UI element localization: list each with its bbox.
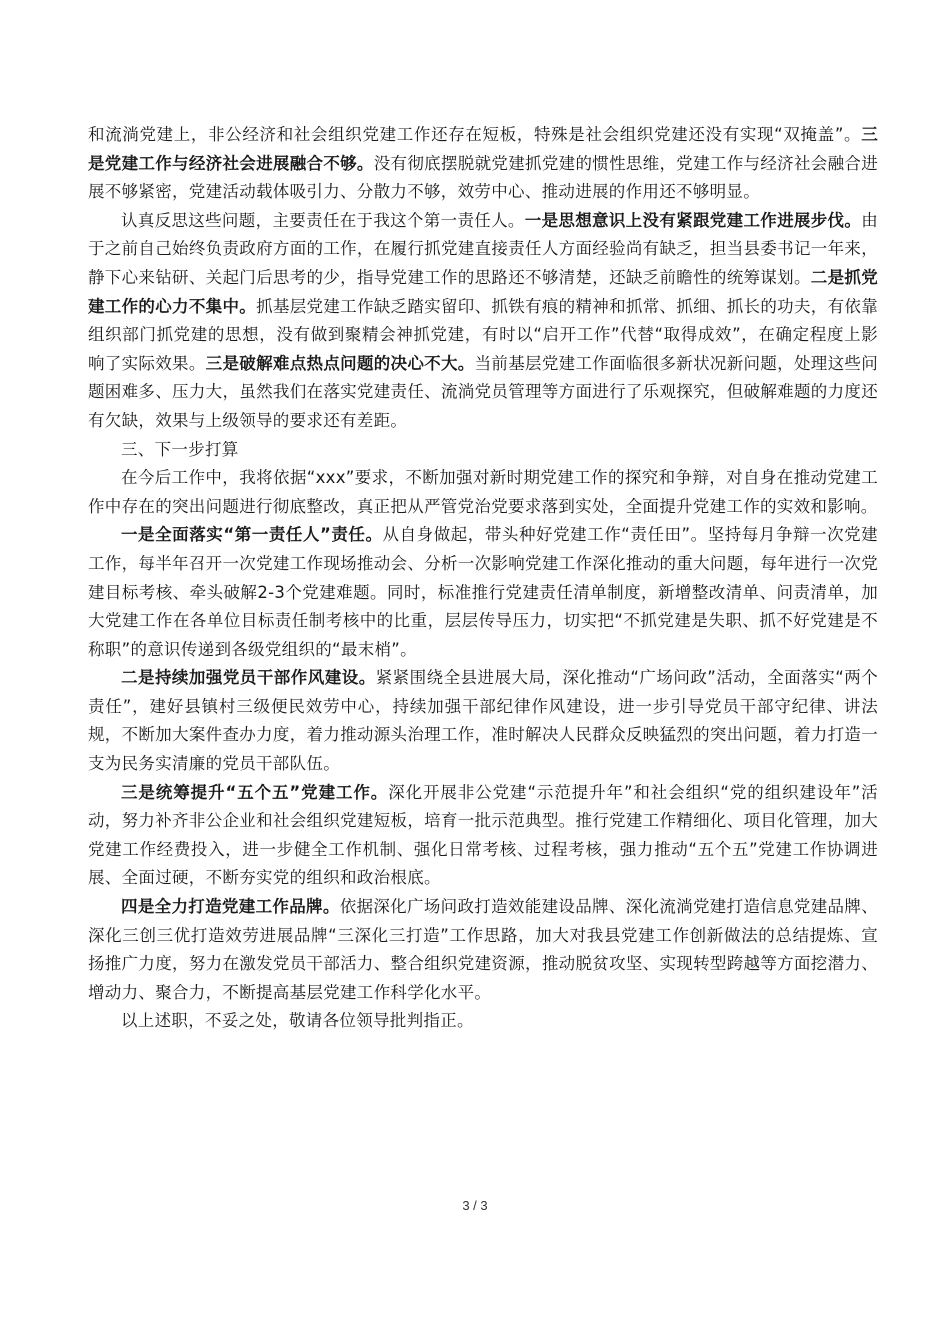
paragraph [88, 779, 878, 893]
text-run: 抓基层党建工作缺乏踏实留印、抓铁有痕的精神和抓常、抓细、抓长的功夫，有依靠组织部门抓党建的思想，没有做到聚精会神抓党建，有时以“启开工作”代替“取得成效”，在确定程度上影响了实际效果。 [88, 296, 878, 373]
paragraph [88, 1007, 878, 1036]
paragraph [88, 464, 878, 521]
bold-heading-run: 三是破解难点热点问题的决心不大。 [205, 353, 475, 373]
paragraph [88, 121, 878, 207]
text-run: 深化开展非公党建“示范提升年”和社会组织“党的组织建设年”活动，努力补齐非公企业和社会组织党建短板，培育一批示范典型。推行党建工作精细化、项目化管理，加大党建工作经费投入，进一步健全工作机制、强化日常考核、过程考核，强力推动“五个五”党建工作协调进展、全面过硬，不断夯实党的组织和政治根底。 [88, 782, 878, 888]
document-body [88, 121, 878, 1036]
bold-heading-run: 三是党建工作与经济社会进展融合不够。 [88, 125, 878, 173]
page-number: 3 / 3 [462, 1198, 488, 1213]
paragraph [88, 436, 878, 465]
bold-heading-run: 二是持续加强党员干部作风建设。 [121, 668, 376, 688]
text-run: 三、下一步打算 [121, 439, 239, 459]
paragraph [88, 893, 878, 1007]
paragraph [88, 521, 878, 664]
text-run: 由于之前自己始终负责政府方面的工作，在履行抓党建直接责任人方面经验尚有缺乏，担当县委书记一年来，静下心来钻研、关起门后思考的少，指导党建工作的思路还不够清楚，还缺乏前瞻性的统筹谋划。 [88, 210, 879, 287]
text-run: 紧紧围绕全县进展大局，深化推动“广场问政”活动，全面落实“两个责任”，建好县镇村三级便民效劳中心，持续加强干部纪律作风建设，进一步引导党员干部守纪律、讲法规，不断加大案件查办力度，着力推动源头治理工作，准时解决人民群众反映猛烈的突出问题，着力打造一支为民务实清廉的党员干部队伍。 [88, 668, 878, 774]
paragraph [88, 207, 878, 436]
bold-heading-run: 三是统筹提升“五个五”党建工作。 [121, 782, 389, 802]
bold-heading-run: 一是思想意识上没有紧跟党建工作进展步伐。 [524, 210, 862, 230]
text-run: 没有彻底摆脱就党建抓党建的惯性思维，党建工作与经济社会融合进展不够紧密，党建活动载体吸引力、分散力不够，效劳中心、推动进展的作用还不够明显。 [88, 153, 878, 202]
paragraph [88, 664, 878, 778]
text-run: 当前基层党建工作面临很多新状况新问题，处理这些问题困难多、压力大，虽然我们在落实党建责任、流淌党员管理等方面进行了乐观探究，但破解难题的力度还有欠缺，效果与上级领导的要求还有差距。 [88, 353, 878, 430]
text-run: 在今后工作中，我将依据“xxx”要求，不断加强对新时期党建工作的探究和争辩，对自身在推动党建工作中存在的突出问题进行彻底整改，真正把从严管党治党要求落到实处，全面提升党建工作的实效和影响。 [88, 468, 878, 516]
text-run: 从自身做起，带头种好党建工作“责任田”。坚持每月争辩一次党建工作，每半年召开一次党建工作现场推动会、分析一次影响党建工作深化推动的重大问题，每年进行一次党建目标考核、牵头破解2-3个党建难题。同时，标准推行党建责任清单制度，新增整改清单、问责清单，加大党建工作在各单位目标责任制考核中的比重，层层传导压力，切实把“不抓党建是失职、抓不好党建是不称职”的意识传递到各级党组织的“最末梢”。 [88, 525, 878, 659]
text-run: 以上述职，不妥之处，敬请各位领导批判指正。 [121, 1011, 474, 1031]
bold-heading-run: 四是全力打造党建工作品牌。 [121, 897, 340, 917]
bold-heading-run: 二是抓党建工作的心力不集中。 [88, 267, 878, 316]
text-run: 依据深化广场问政打造效能建设品牌、深化流淌党建打造信息党建品牌、深化三创三优打造效劳进展品牌“三深化三打造”工作思路，加大对我县党建工作创新做法的总结提炼、宣扬推广力度，努力在激发党员干部活力、整合组织党建资源，推动脱贫攻坚、实现转型跨越等方面挖潜力、增动力、聚合力，不断提高基层党建工作科学化水平。 [88, 897, 878, 1002]
bold-heading-run: 一是全面落实“第一责任人”责任。 [121, 525, 383, 545]
text-run: 和流淌党建上，非公经济和社会组织党建工作还存在短板，特殊是社会组织党建还没有实现“双掩盖”。 [88, 125, 862, 144]
text-run: 认真反思这些问题，主要责任在于我这个第一责任人。 [121, 210, 525, 230]
